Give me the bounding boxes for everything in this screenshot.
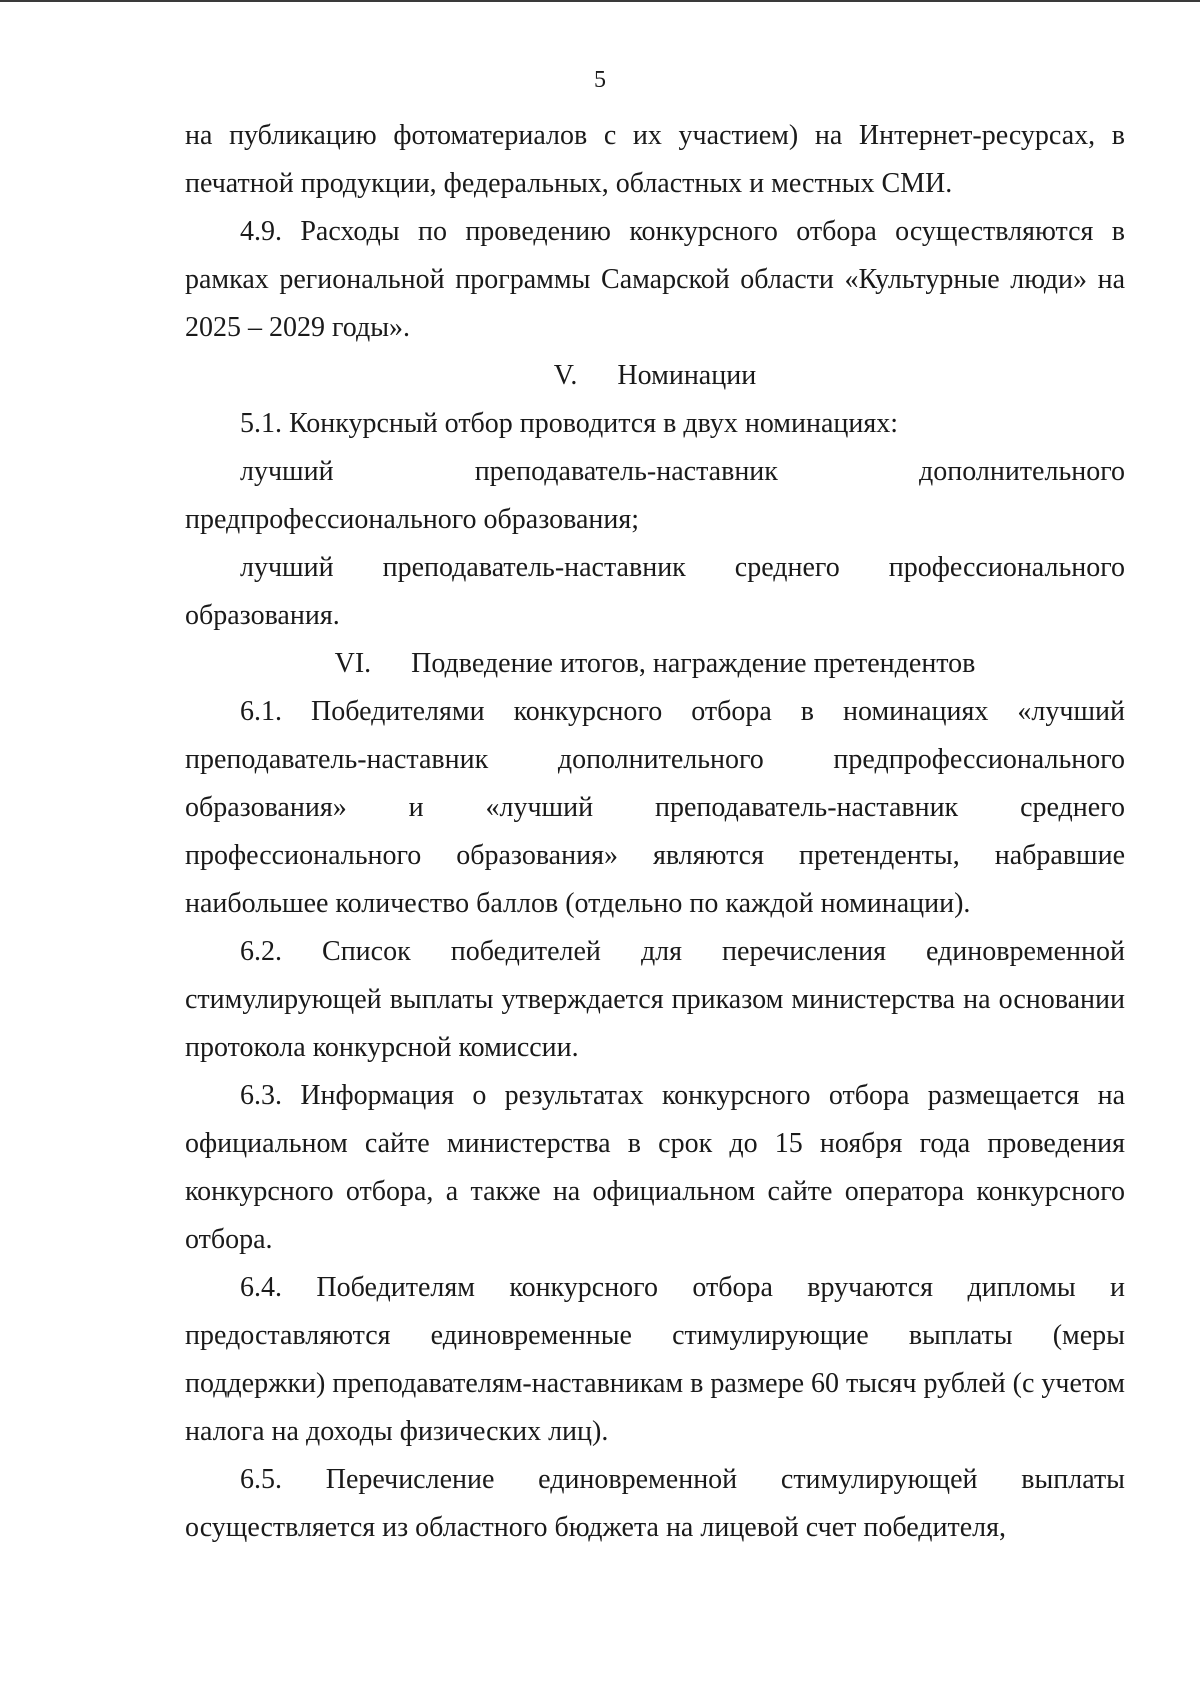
- paragraph-6-3: 6.3. Информация о результатах конкурсного отбора размещается на официальном сайте министерства в срок до 15 ноября года проведения конкурсного отбора, а также на официальном сайте оператора конкурсного отбора.: [185, 1080, 1125, 1255]
- paragraph-5-1: 5.1. Конкурсный отбор проводится в двух номинациях:: [240, 408, 899, 439]
- page-top-border: [0, 0, 1200, 2]
- section-number: VI.: [334, 648, 372, 679]
- paragraph-6-4: 6.4. Победителям конкурсного отбора вручаются дипломы и предоставляются единовременные стимулирующие выплаты (меры поддержки) преподавателям-наставникам в размере 60 тысяч рублей (с учетом налога на доходы физических лиц).: [185, 1272, 1125, 1447]
- section-number: V.: [553, 360, 578, 391]
- paragraph-continuation: на публикацию фотоматериалов с их участием) на Интернет-ресурсах, в печатной продукции, федеральных, областных и местных СМИ.: [185, 120, 1125, 199]
- nomination-item-1: лучший преподаватель-наставник дополнительного предпрофессионального образования;: [185, 456, 1125, 535]
- paragraph-6-1: 6.1. Победителями конкурсного отбора в номинациях «лучший преподаватель-наставник дополнительного предпрофессионального образования» и «лучший преподаватель-наставник среднего профессионального образования» являются претенденты, набравшие наибольшее количество баллов (отдельно по каждой номинации).: [185, 696, 1125, 919]
- section-title: Номинации: [617, 360, 757, 391]
- section-title: Подведение итогов, награждение претендентов: [411, 648, 976, 679]
- section-heading-6: [185, 640, 1125, 688]
- paragraph-6-2: 6.2. Список победителей для перечисления единовременной стимулирующей выплаты утверждается приказом министерства на основании протокола конкурсной комиссии.: [185, 936, 1125, 1063]
- document-body: [185, 112, 1125, 1552]
- paragraph-6-5: 6.5. Перечисление единовременной стимулирующей выплаты осуществляется из областного бюджета на лицевой счет победителя,: [185, 1464, 1125, 1543]
- page-number: 5: [594, 67, 606, 93]
- nomination-item-2: лучший преподаватель-наставник среднего профессионального образования.: [185, 552, 1125, 631]
- section-heading-5: [185, 352, 1125, 400]
- paragraph-4-9: 4.9. Расходы по проведению конкурсного отбора осуществляются в рамках региональной программы Самарской области «Культурные люди» на 2025 – 2029 годы».: [185, 216, 1125, 343]
